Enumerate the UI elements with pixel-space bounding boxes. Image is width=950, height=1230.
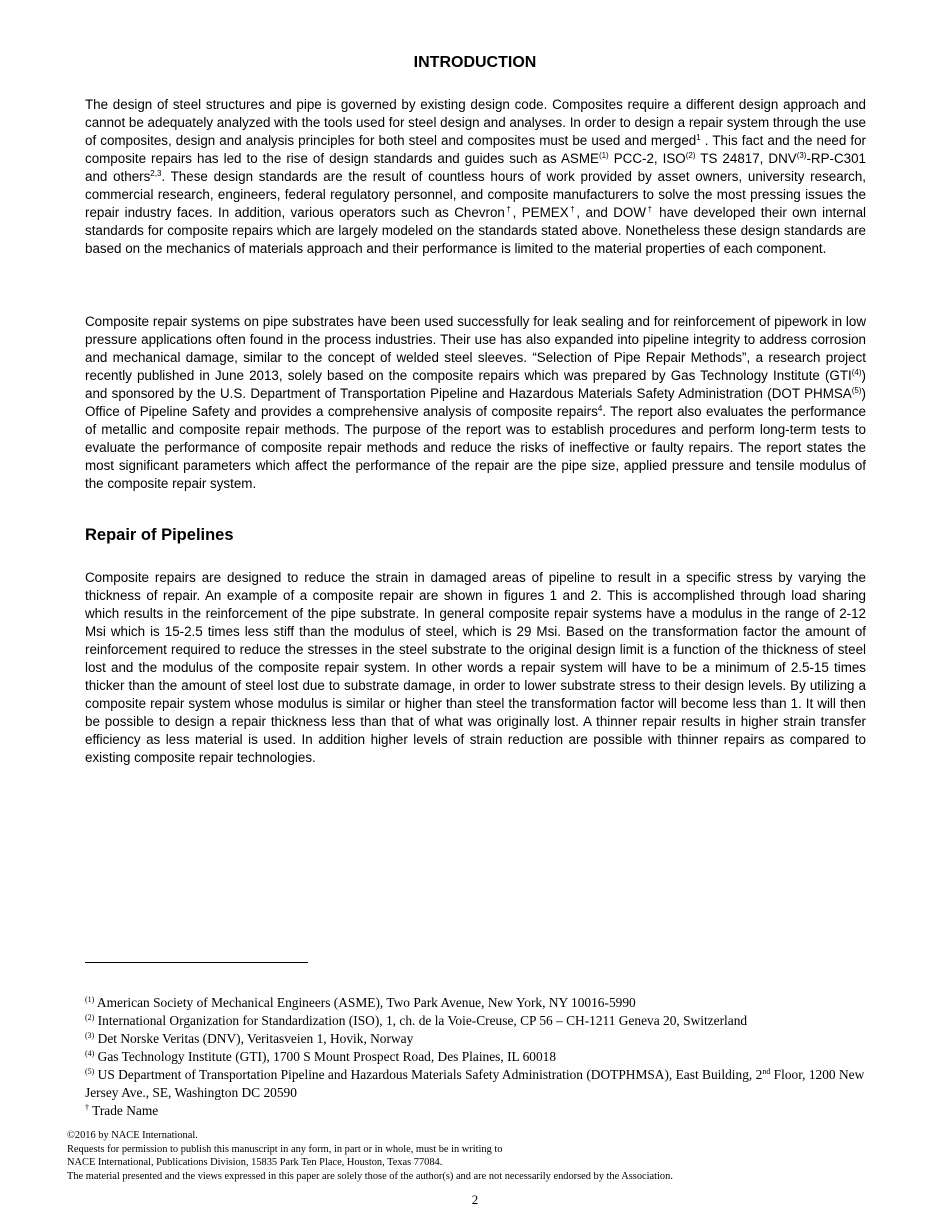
text-run: . These design standards are the result of countless hours of work provided by asset owners, university research, commercial research, engineers, federal regulatory personnel, and composite manufacturers to solve the most pressing issues the repair industry faces. In addition, various operators such as Chevron bbox=[85, 169, 866, 220]
footnote-ref: (3) bbox=[796, 151, 807, 160]
publisher-address-line: NACE International, Publications Division, 15835 Park Ten Place, Houston, Texas 77084. bbox=[67, 1157, 443, 1168]
footnote-ref: (5) bbox=[851, 386, 862, 395]
footnote-text: Trade Name bbox=[89, 1103, 159, 1118]
copyright-notice bbox=[67, 1129, 887, 1183]
footnote-mark: † bbox=[85, 1103, 89, 1112]
text-run: . This fact and the need for composite repairs has led to the rise of design standards and guides such as ASME bbox=[85, 133, 866, 166]
footnote-mark: (1) bbox=[85, 995, 95, 1004]
footnote-text-tail: Floor, 1200 New Jersey Ave., SE, Washington DC 20590 bbox=[85, 1067, 865, 1100]
citation-ref: 1 bbox=[696, 133, 701, 142]
copyright-line: ©2016 by NACE International. bbox=[67, 1130, 198, 1141]
footnote-ref: (4) bbox=[851, 368, 862, 377]
footnote-item bbox=[85, 1066, 875, 1102]
footnote-mark: (3) bbox=[85, 1031, 95, 1040]
permission-line: Requests for permission to publish this manuscript in any form, in part or in whole, must be in writing to bbox=[67, 1143, 503, 1155]
text-run: , PEMEX bbox=[512, 205, 569, 220]
footnote-text: US Department of Transportation Pipeline and Hazardous Materials Safety Administration (DOTPHMSA), East Building, bbox=[94, 1067, 756, 1082]
disclaimer-line: The material presented and the views expressed in this paper are solely those of the author(s) and are not necessarily endorsed by the Association. bbox=[67, 1170, 673, 1182]
footnote-item bbox=[85, 1012, 875, 1030]
footnote-text: Gas Technology Institute (GTI), 1700 S Mount Prospect Road, Des Plaines, IL 60018 bbox=[94, 1049, 557, 1064]
text-run: Composite repair systems on pipe substrates have been used successfully for leak sealing and for reinforcement of pipework in low pressure applications often found in the process industries. Their use has also expanded into pipeline integrity to address corrosion and mechanical damage, similar to the concept of welded steel sleeves. “Selection of Pipe Repair Methods”, a research project recently published in June 2013, solely based on the composite repairs which was prepared by Gas Technology Institute (GTI bbox=[85, 314, 866, 383]
footnote-text: International Organization for Standardization (ISO), 1, ch. de la Voie-Creuse, CP 56 – CH-1211 Geneva 20, Switzerland bbox=[94, 1013, 748, 1028]
ordinal-suffix: nd bbox=[762, 1067, 771, 1076]
footnote-mark: (2) bbox=[85, 1013, 95, 1022]
footnote-divider bbox=[85, 962, 308, 963]
trademark-ref: † bbox=[504, 205, 513, 214]
text-run: The design of steel structures and pipe is governed by existing design code. Composites require a different design approach and cannot be adequately analyzed with the tools used for steel design and analyses. In order to design a repair system through the use of composites, design and analysis principles for both steel and composites must be used and merged bbox=[85, 97, 866, 148]
page-number: 2 bbox=[471, 1192, 479, 1207]
footnote-ref: (1) bbox=[598, 151, 609, 160]
footnote-floor-number: 2 bbox=[755, 1067, 763, 1082]
intro-paragraph-1 bbox=[85, 96, 866, 258]
text-run: , and DOW bbox=[576, 205, 646, 220]
footnote-item bbox=[85, 1102, 875, 1120]
footnote-item bbox=[85, 1030, 875, 1048]
footnote-text: American Society of Mechanical Engineers (ASME), Two Park Avenue, New York, NY 10016-5990 bbox=[94, 995, 636, 1010]
citation-ref: 4 bbox=[597, 404, 603, 413]
trademark-ref: † bbox=[645, 205, 654, 214]
repair-paragraph: Composite repairs are designed to reduce the strain in damaged areas of pipeline to result in a specific stress by varying the thickness of repair. An example of a composite repair are shown in figures 1 and 2. This is accomplished through load sharing which results in the reinforcement of the pipe substrate. In general composite repair systems have a modulus in the range of 2-12 Msi which is 15-2.5 times less stiff than the modulus of steel, which is 29 Msi. Based on the transformation factor the amount of reinforcement required to reduce the stresses in the steel substrate to the original design limit is a function of the thickness of steel lost and the modulus of the composite repair system. In other words a repair system will have to be a minimum of 2.5-15 times thicker than the amount of steel lost due to substrate damage, in order to lower substrate stress to their design levels. By utilizing a composite repair system whose modulus is similar or higher than steel the transformation factor will become less than 1. It will then be possible to design a repair thickness less than that of what was originally lost. A thinner repair results in higher strain transfer efficiency as less material is used. In addition higher levels of strain reduction are possible with thinner repairs as compared to existing composite repair technologies. bbox=[85, 570, 866, 765]
text-run: ) and sponsored by the U.S. Department of Transportation Pipeline and Hazardous Materials Safety Administration (DOT PHMSA bbox=[85, 368, 866, 401]
footnote-list bbox=[85, 994, 875, 1120]
footnote-mark: (5) bbox=[85, 1067, 95, 1076]
footnote-text: Det Norske Veritas (DNV), Veritasveien 1, Hovik, Norway bbox=[94, 1031, 414, 1046]
section-heading: Repair of Pipelines bbox=[85, 526, 234, 544]
footnote-ref: (2) bbox=[685, 151, 696, 160]
text-run: . The report also evaluates the performance of metallic and composite repair methods. The purpose of the report was to establish procedures and perform long-term tests to evaluate the performance of composite repair methods and reduce the risks of ineffective or faulty repairs. The report states the most significant parameters which affect the performance of the repair are the pipe size, applied pressure and tensile modulus of the composite repair system. bbox=[85, 404, 866, 491]
text-run: have developed their own internal standards for composite repairs which are largely modeled on the standards stated above. Nonetheless these design standards are based on the mechanics of materials approach and their performance is limited to the material properties of each component. bbox=[85, 205, 867, 256]
footnote-mark: (4) bbox=[85, 1049, 95, 1058]
section-title: INTRODUCTION bbox=[413, 54, 537, 71]
trademark-ref: † bbox=[568, 205, 577, 214]
footnote-item bbox=[85, 994, 875, 1012]
text-run: PCC-2, ISO bbox=[608, 151, 686, 166]
intro-paragraph-2 bbox=[85, 313, 866, 493]
text-run: -RP-C301 and others bbox=[85, 151, 867, 184]
citation-ref: 2,3 bbox=[150, 169, 162, 178]
footnote-item bbox=[85, 1048, 875, 1066]
text-run: ) Office of Pipeline Safety and provides a comprehensive analysis of composite repairs bbox=[85, 386, 866, 419]
text-run: TS 24817, DNV bbox=[695, 151, 797, 166]
